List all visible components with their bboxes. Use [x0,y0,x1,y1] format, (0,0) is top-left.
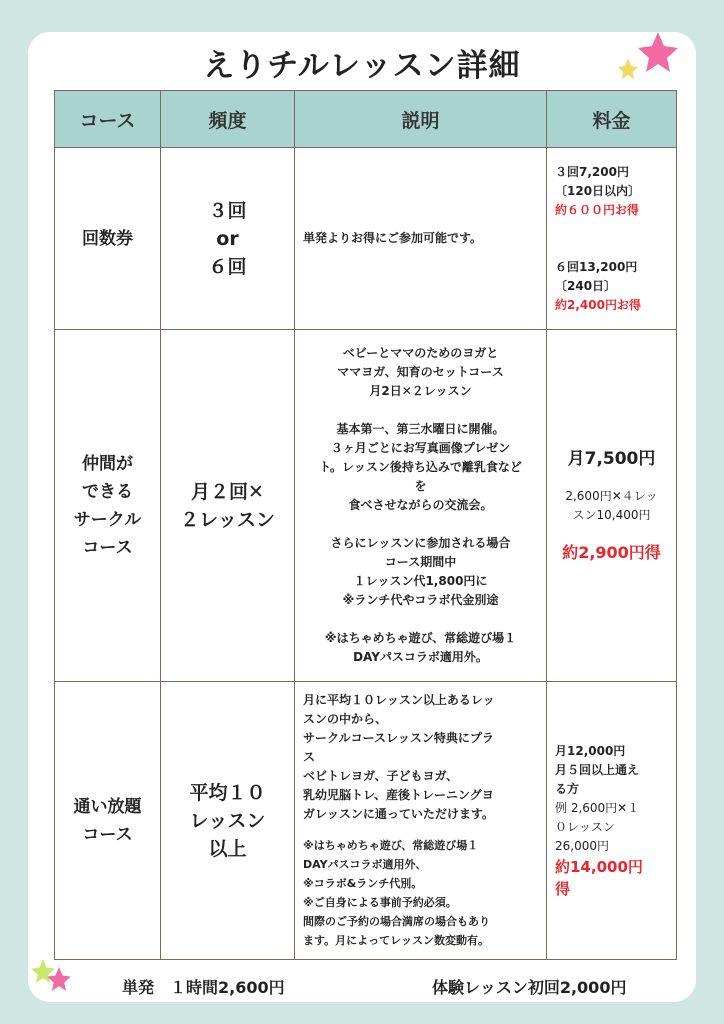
fee-line: る方 [555,781,580,796]
fee-line: ６回13,200円 [555,259,638,274]
description-line: ベビーとママのためのヨガと [342,346,499,360]
fee-savings: 約2,900円得 [562,542,661,562]
description-line: コース期間中 [384,555,457,569]
fee-note: スン10,400円 [572,507,651,522]
course-name: 回数券 [82,228,133,249]
description-line: １レッスン代1,800円に [353,574,488,588]
description-line: ※ランチ代やコラボ代金別途 [342,593,499,607]
course-cell [55,682,161,960]
frequency-cell [161,330,295,682]
course-line: コース [82,537,133,558]
fee-line: 月５回以上通え [555,762,640,777]
description-line: 単発よりお得にご参加可能です。 [303,231,483,245]
frequency-line: ２レッスン [180,508,275,531]
description-line: ます。月によってレッスン数変動有。 [303,934,490,947]
description-line: 間際のご予約の場合満席の場合もあり [303,915,490,928]
description-line: ガレッスンに通っていただけます。 [303,807,494,821]
description-line: ３ヶ月ごとにお写真画像プレゼン [330,441,511,455]
page-title: えりチルレッスン詳細 [203,48,521,84]
frequency-line: 月２回✕ [191,480,264,503]
fee-savings: 約14,000円 [555,857,643,876]
lesson-table [54,90,677,960]
description-line: ※コラボ&ランチ代別。 [303,877,423,890]
description-line: さらにレッスンに参加される場合 [330,536,511,550]
frequency-line: or [216,227,239,250]
description-line: ト。レッスン後持ち込みで離乳食など [319,460,522,474]
fee-note: ０レッスン [555,819,615,834]
description-line: DAYパスコラボ適用外、 [303,858,427,871]
frequency-line: 以上 [208,837,247,860]
description-line: ※はちゃめちゃ遊び、常総遊び場１ [324,631,517,645]
description-line: ※ご自身による事前予約必須。 [303,896,457,909]
fee-cell [547,148,677,330]
description-line: ママヨガ、知育のセットコース [337,365,504,379]
fee-note: 例 2,600円✕１ [555,800,640,815]
pink-star-icon-small [46,966,72,992]
description-line: 月に平均１０レッスン以上あるレッ [303,693,495,707]
course-line: コース [82,824,133,845]
description-line: ス [303,750,316,764]
header-course: コース [55,91,161,148]
fee-note: 26,000円 [555,838,609,853]
course-line: 通い放題 [73,796,142,817]
fee-cell [547,682,677,960]
course-cell [55,148,161,330]
fee-savings: 得 [555,879,571,898]
description-cell [295,682,547,960]
header-frequency: 頻度 [161,91,295,148]
header-description: 説明 [295,91,547,148]
table-header-row [55,91,677,148]
fee-savings: 約６００円お得 [555,202,640,217]
frequency-line: レッスン [189,809,266,832]
course-line: 仲間が [82,453,133,474]
description-line: スンの中から、 [303,712,388,726]
fee-note: 2,600円✕４レッ [565,488,658,503]
fee-line: 月12,000円 [555,743,626,758]
description-line: サークルコースレッスン特典にプラ [303,731,494,745]
trial-lesson-price: 体験レッスン初回2,000円 [432,978,627,997]
fee-savings: 約2,400円お得 [555,297,641,312]
fee-main: 月7,500円 [567,448,656,469]
frequency-cell [161,148,295,330]
frequency-cell [161,682,295,960]
description-line: 乳幼児脳トレ、産後トレーニングヨ [303,788,494,802]
frequency-line: 平均１０ [189,781,266,804]
description-cell [295,148,547,330]
course-line: できる [82,481,133,502]
description-line: DAYパスコラボ適用外。 [353,650,488,664]
fee-cell [547,330,677,682]
description-line: 食べさせながらの交流会。 [348,498,493,512]
fee-line: 〔120日以内〕 [555,183,641,198]
course-cell [55,330,161,682]
description-cell [295,330,547,682]
table-row [55,330,677,682]
fee-line: 〔240日〕 [555,278,617,293]
header-fee: 料金 [547,91,677,148]
description-line: 月2日✕２レッスン [369,384,472,398]
single-lesson-price: 単発 １時間2,600円 [122,978,285,997]
table-row [55,682,677,960]
frequency-line: ３回 [208,199,247,222]
fee-line: ３回7,200円 [555,164,629,179]
table-row [55,148,677,330]
description-line: ※はちゃめちゃ遊び、常総遊び場１ [303,839,479,852]
description-line: 基本第一、第三水曜日に開催。 [336,422,505,436]
course-line: サークル [73,509,142,530]
description-line: を [414,479,427,493]
description-line: ベビトレヨガ、子どもヨガ、 [303,769,459,783]
frequency-line: ６回 [208,255,247,278]
